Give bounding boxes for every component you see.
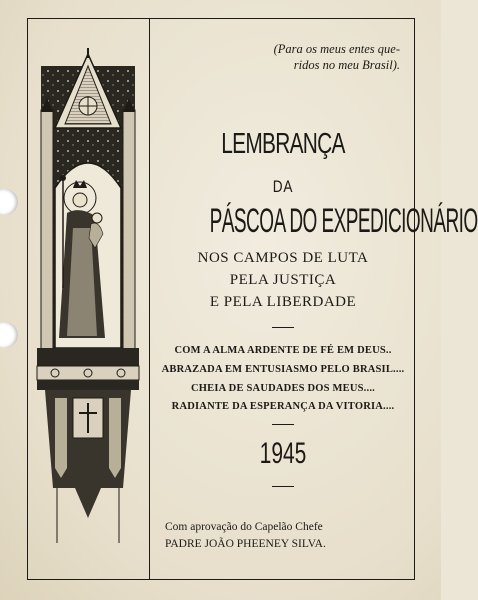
approval-line-1: Com aprovação do Capelão Chefe	[165, 521, 323, 533]
title-pascoa-do-expedicionario: PÁSCOA DO EXPEDICIONÁRIO	[209, 202, 478, 240]
year: 1945	[259, 437, 307, 470]
subtitle-line-3: E PELA LIBERDADE	[209, 294, 357, 310]
approval-line-2: PADRE JOÃO PHEENEY SILVA.	[165, 538, 326, 550]
madonna-illustration	[35, 48, 141, 548]
dedication-note	[215, 41, 400, 73]
subtitle-line-1: NOS CAMPOS DE LUTA	[197, 250, 369, 266]
phrase-line-1: COM A ALMA ARDENTE DE FÉ EM DEUS..	[174, 345, 392, 356]
dedication-line-1: (Para os meus entes que-	[273, 42, 400, 56]
separator-dash-top	[272, 327, 294, 328]
title-lembranca: LEMBRANÇA	[221, 128, 345, 160]
subtitle-line-2: PELA JUSTIÇA	[229, 272, 337, 288]
column-divider	[149, 18, 150, 580]
phrase-line-4: RADIANTE DA ESPERANÇA DA VITORIA....	[171, 401, 395, 412]
phrase-line-3: CHEIA DE SAUDADES DOS MEUS....	[191, 383, 375, 394]
separator-dash-middle	[272, 424, 294, 425]
title-da: DA	[272, 177, 294, 196]
separator-dash-bottom	[272, 486, 294, 487]
phrase-line-2: ABRAZADA EM ENTUSIASMO PELO BRASIL....	[161, 364, 405, 375]
dedication-line-2: ridos no meu Brasil).	[293, 58, 400, 72]
